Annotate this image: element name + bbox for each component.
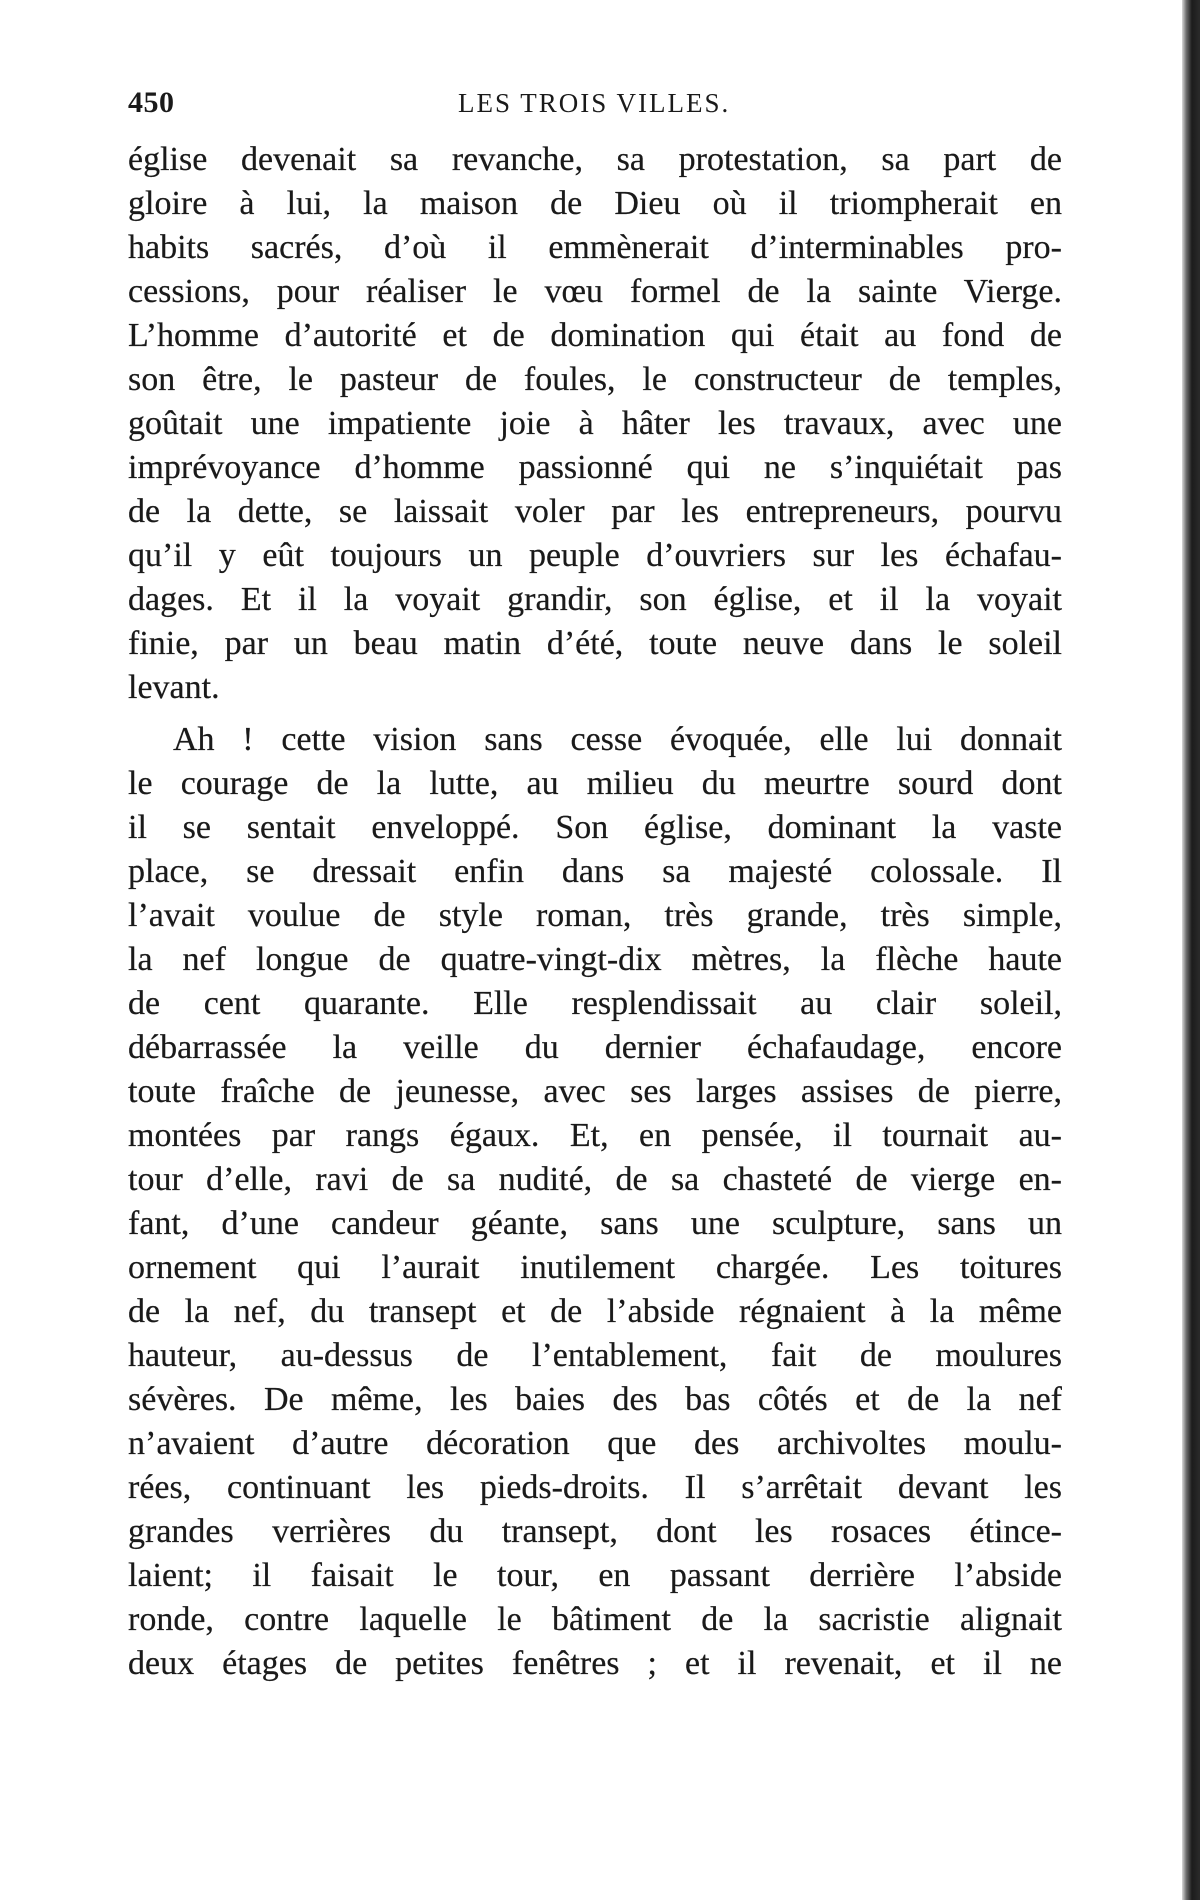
text-line: grandes verrières du transept, dont les rosaces étince- — [128, 1513, 1062, 1550]
text-line: l’avait voulue de style roman, très grande, très simple, — [128, 897, 1062, 934]
paragraph-gap — [128, 710, 1062, 718]
text-line: fant, d’une candeur géante, sans une sculpture, sans un — [128, 1205, 1062, 1242]
text-line: goûtait une impatiente joie à hâter les travaux, avec une — [128, 405, 1062, 442]
text-line: n’avaient d’autre décoration que des archivoltes moulu- — [128, 1425, 1062, 1462]
text-line: gloire à lui, la maison de Dieu où il triompherait en — [128, 185, 1062, 222]
text-line: laient; il faisait le tour, en passant derrière l’abside — [128, 1557, 1062, 1594]
text-line: tour d’elle, ravi de sa nudité, de sa chasteté de vierge en- — [128, 1161, 1062, 1198]
text-line: L’homme d’autorité et de domination qui était au fond de — [128, 317, 1062, 354]
text-line: cessions, pour réaliser le vœu formel de la sainte Vierge. — [128, 273, 1062, 310]
text-line: débarrassée la veille du dernier échafaudage, encore — [128, 1029, 1062, 1066]
text-line: levant. — [128, 669, 220, 706]
text-line: de la dette, se laissait voler par les entrepreneurs, pourvu — [128, 493, 1062, 530]
text-line: la nef longue de quatre-vingt-dix mètres, la flèche haute — [128, 941, 1062, 978]
page-header — [128, 86, 1062, 126]
text-line: église devenait sa revanche, sa protestation, sa part de — [128, 141, 1062, 178]
text-line: son être, le pasteur de foules, le constructeur de temples, — [128, 361, 1062, 398]
text-line: place, se dressait enfin dans sa majesté colossale. Il — [128, 853, 1062, 890]
scan-binding-edge — [1182, 0, 1200, 1900]
text-line: montées par rangs égaux. Et, en pensée, il tournait au- — [128, 1117, 1062, 1154]
text-line: ornement qui l’aurait inutilement chargée. Les toitures — [128, 1249, 1062, 1286]
text-line: habits sacrés, d’où il emmènerait d’interminables pro- — [128, 229, 1062, 266]
text-line: il se sentait enveloppé. Son église, dominant la vaste — [128, 809, 1062, 846]
paragraph-2 — [128, 718, 1062, 1686]
running-title: LES TROIS VILLES. — [458, 88, 731, 118]
page-number: 450 — [128, 86, 175, 119]
text-line: qu’il y eût toujours un peuple d’ouvriers sur les échafau- — [128, 537, 1062, 574]
text-line: Ah ! cette vision sans cesse évoquée, elle lui donnait — [173, 721, 1062, 758]
text-line: rées, continuant les pieds-droits. Il s’arrêtait devant les — [128, 1469, 1062, 1506]
text-line: deux étages de petites fenêtres ; et il revenait, et il ne — [128, 1645, 1062, 1682]
text-line: sévères. De même, les baies des bas côtés et de la nef — [128, 1381, 1062, 1418]
text-line: toute fraîche de jeunesse, avec ses larges assises de pierre, — [128, 1073, 1062, 1110]
text-line: finie, par un beau matin d’été, toute neuve dans le soleil — [128, 625, 1062, 662]
text-line: imprévoyance d’homme passionné qui ne s’inquiétait pas — [128, 449, 1062, 486]
text-line: dages. Et il la voyait grandir, son église, et il la voyait — [128, 581, 1062, 618]
paragraph-1 — [128, 138, 1062, 710]
text-line: de la nef, du transept et de l’abside régnaient à la même — [128, 1293, 1062, 1330]
body-text — [128, 138, 1062, 1686]
text-line: le courage de la lutte, au milieu du meurtre sourd dont — [128, 765, 1062, 802]
text-line: ronde, contre laquelle le bâtiment de la sacristie alignait — [128, 1601, 1062, 1638]
text-line: de cent quarante. Elle resplendissait au clair soleil, — [128, 985, 1062, 1022]
text-line: hauteur, au-dessus de l’entablement, fait de moulures — [128, 1337, 1062, 1374]
